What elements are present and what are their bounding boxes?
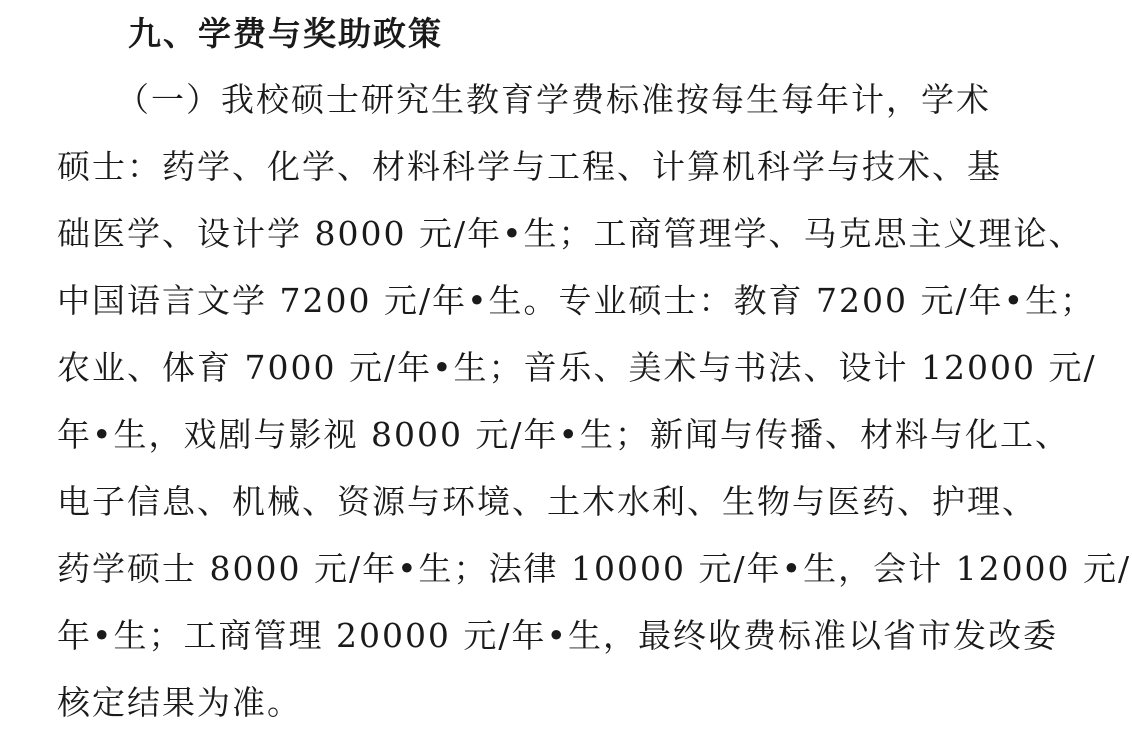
- paragraph-line: 年•生，戏剧与影视 8000 元/年•生；新闻与传播、材料与化工、: [57, 415, 1071, 454]
- paragraph-line: 电子信息、机械、资源与环境、土木水利、生物与医药、护理、: [57, 482, 1037, 521]
- paragraph-line: 硕士：药学、化学、材料科学与工程、计算机科学与技术、基: [57, 147, 1002, 186]
- paragraph-line: 农业、体育 7000 元/年•生；音乐、美术与书法、设计 12000 元/: [57, 348, 1097, 387]
- paragraph-line: 核定结果为准。: [57, 683, 302, 722]
- paragraph-line: 年•生；工商管理 20000 元/年•生，最终收费标准以省市发改委: [57, 616, 1059, 655]
- paragraph-line: 础医学、设计学 8000 元/年•生；工商管理学、马克思主义理论、: [57, 214, 1084, 253]
- paragraph-line: 药学硕士 8000 元/年•生；法律 10000 元/年•生，会计 12000 元/: [57, 549, 1132, 588]
- section-heading: 九、学费与奖助政策: [128, 14, 443, 53]
- paragraph-line: 中国语言文学 7200 元/年•生。专业硕士：教育 7200 元/年•生；: [57, 281, 1096, 320]
- paragraph-line: （一）我校硕士研究生教育学费标准按每生每年计，学术: [116, 80, 991, 119]
